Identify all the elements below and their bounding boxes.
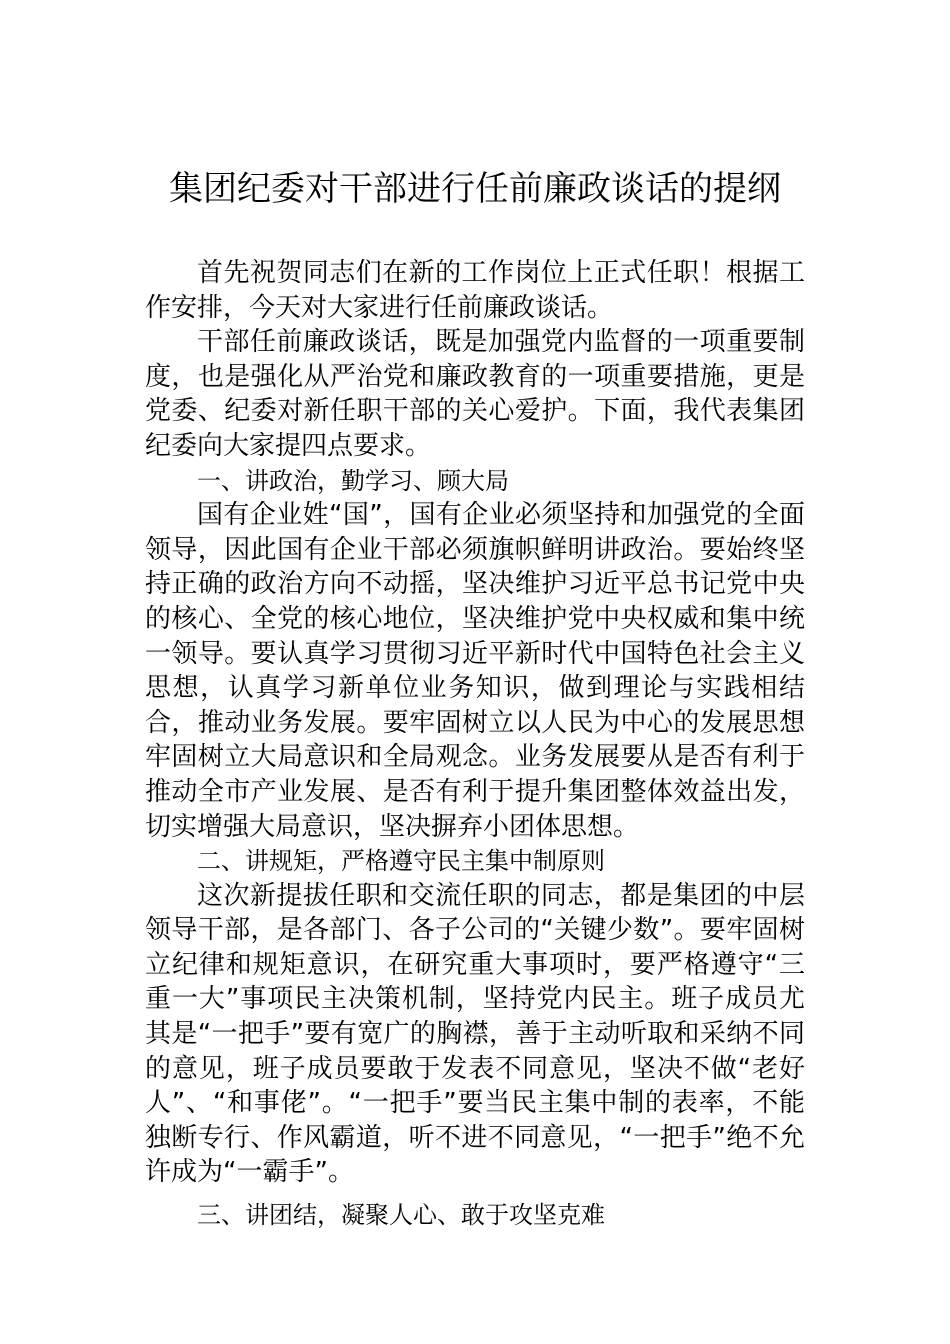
- document-body: [145, 256, 805, 1233]
- paragraph-politics: 国有企业姓“国”，国有企业必须坚持和加强党的全面领导，因此国有企业干部必须旗帜鲜明讲政治。要始终坚持正确的政治方向不动摇，坚决维护习近平总书记党中央的核心、全党的核心地位，坚决维护党中央权威和集中统一领导。要认真学习贯彻习近平新时代中国特色社会主义思想，认真学习新单位业务知识，做到理论与实践相结合，推动业务发展。要牢固树立以人民为中心的发展思想牢固树立大局意识和全局观念。业务发展要从是否有利于推动全市产业发展、是否有利于提升集团整体效益出发，切实增强大局意识，坚决摒弃小团体思想。: [145, 500, 805, 842]
- paragraph-rules: 这次新提拔任职和交流任职的同志，都是集团的中层领导干部，是各部门、各子公司的“关键少数”。要牢固树立纪律和规矩意识，在研究重大事项时，要严格遵守“三重一大”事项民主决策机制，坚持党内民主。班子成员尤其是“一把手”要有宽广的胸襟，善于主动听取和采纳不同的意见，班子成员要敢于发表不同意见，坚决不做“老好人”、“和事佬”。“一把手”要当民主集中制的表率，不能独断专行、作风霸道，听不进不同意见，“一把手”绝不允许成为“一霸手”。: [145, 880, 805, 1188]
- section-heading-rules: 二、讲规矩，严格遵守民主集中制原则: [197, 847, 605, 876]
- paragraph-greeting: 首先祝贺同志们在新的工作岗位上正式任职！根据工作安排，今天对大家进行任前廉政谈话。: [145, 258, 805, 323]
- document-title: 集团纪委对干部进行任前廉政谈话的提纲: [169, 169, 781, 209]
- section-heading-politics: 一、讲政治，勤学习、顾大局: [197, 466, 509, 495]
- section-heading-unity: 三、讲团结，凝聚人心、敢于攻坚克难: [197, 1201, 605, 1230]
- paragraph-introduction: 干部任前廉政谈话，既是加强党内监督的一项重要制度，也是强化从严治党和廉政教育的一项重要措施，更是党委、纪委对新任职干部的关心爱护。下面，我代表集团纪委向大家提四点要求。: [145, 327, 805, 461]
